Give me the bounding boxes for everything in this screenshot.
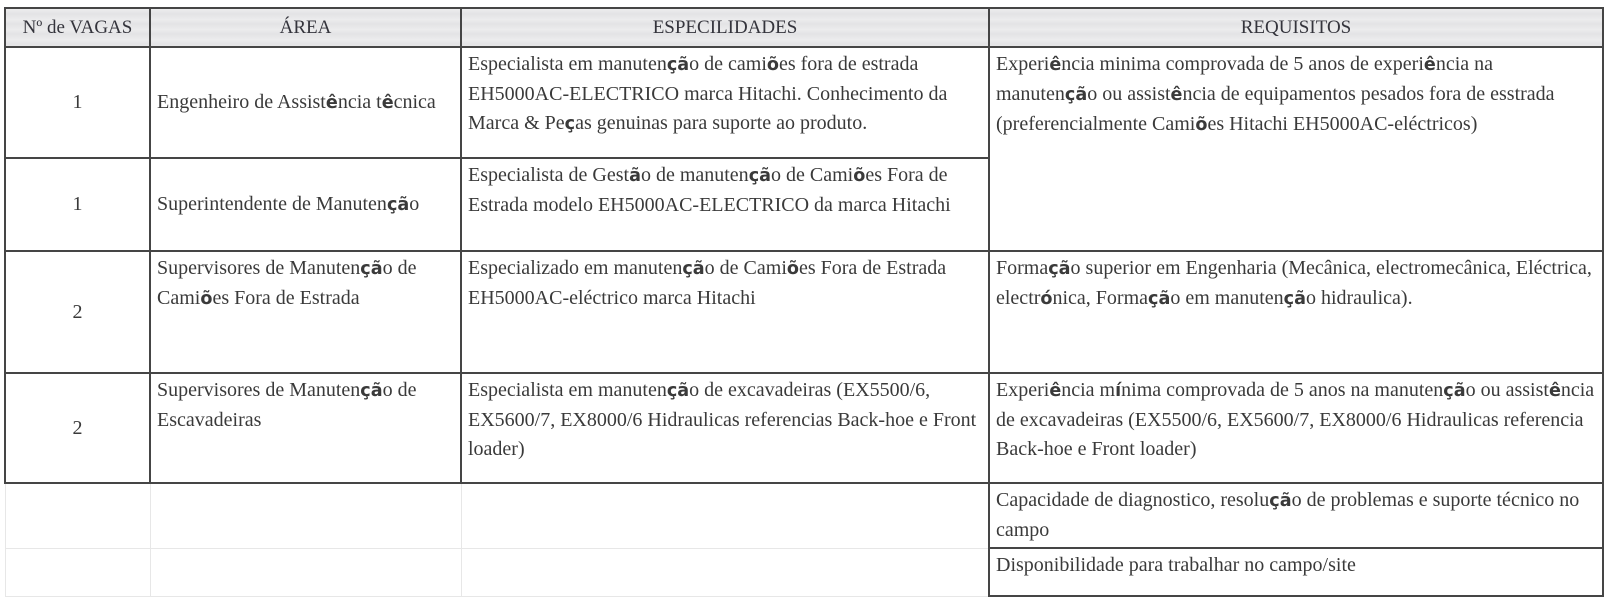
- especialidades-cell: Especialista de Gestão de manutenção de Camiões Fora de Estrada modelo EH5000AC-ELECTRICO da marca Hitachi: [461, 158, 989, 251]
- table-row: [5, 548, 1603, 596]
- requisitos-cell: Experiência minima comprovada de 5 anos de experiência na manutenção ou assistência de equipamentos pesados fora de esstrada (preferencialmente Camiões Hitachi EH5000AC-eléctricos): [989, 47, 1603, 251]
- especialidades-cell: Especializado em manutenção de Camiões Fora de Estrada EH5000AC-eléctrico marca Hitachi: [461, 251, 989, 373]
- table-row: [5, 483, 1603, 548]
- vagas-cell: 1: [5, 158, 150, 251]
- requisitos-cell: Formação superior em Engenharia (Mecânica, electromecânica, Eléctrica, electrónica, Formação em manutenção hidraulica).: [989, 251, 1603, 373]
- vagas-cell: 1: [5, 47, 150, 158]
- header-vagas: Nº de VAGAS: [5, 8, 150, 47]
- area-cell: Superintendente de Manutenção: [150, 158, 461, 251]
- table-row: [5, 47, 1603, 158]
- requisitos-cell: Experiência mínima comprovada de 5 anos na manutenção ou assistência de excavadeiras (EX5500/6, EX5600/7, EX8000/6 Hidraulicas referencia Back-hoe e Front loader): [989, 373, 1603, 483]
- area-cell: Supervisores de Manutenção de Camiões Fora de Estrada: [150, 251, 461, 373]
- header-especialidades: ESPECILIDADES: [461, 8, 989, 47]
- header-area: ÁREA: [150, 8, 461, 47]
- header-requisitos: REQUISITOS: [989, 8, 1603, 47]
- header-row: [5, 8, 1603, 47]
- vagas-cell: 2: [5, 251, 150, 373]
- empty-cell: [150, 548, 461, 596]
- empty-cell: [461, 548, 989, 596]
- vacancies-table: [4, 7, 1604, 597]
- area-cell: Engenheiro de Assistência têcnica: [150, 47, 461, 158]
- table-row: [5, 251, 1603, 373]
- requisitos-cell: Disponibilidade para trabalhar no campo/site: [989, 548, 1603, 596]
- vagas-cell: 2: [5, 373, 150, 483]
- especialidades-cell: Especialista em manutenção de camiões fora de estrada EH5000AC-ELECTRICO marca Hitachi. Conhecimento da Marca & Peças genuinas para suporte ao produto.: [461, 47, 989, 158]
- empty-cell: [5, 548, 150, 596]
- requisitos-cell: Capacidade de diagnostico, resolução de problemas e suporte técnico no campo: [989, 483, 1603, 548]
- empty-cell: [5, 483, 150, 548]
- table-row: [5, 373, 1603, 483]
- especialidades-cell: Especialista em manutenção de excavadeiras (EX5500/6, EX5600/7, EX8000/6 Hidraulicas referencias Back-hoe e Front loader): [461, 373, 989, 483]
- area-cell: Supervisores de Manutenção de Escavadeiras: [150, 373, 461, 483]
- empty-cell: [461, 483, 989, 548]
- empty-cell: [150, 483, 461, 548]
